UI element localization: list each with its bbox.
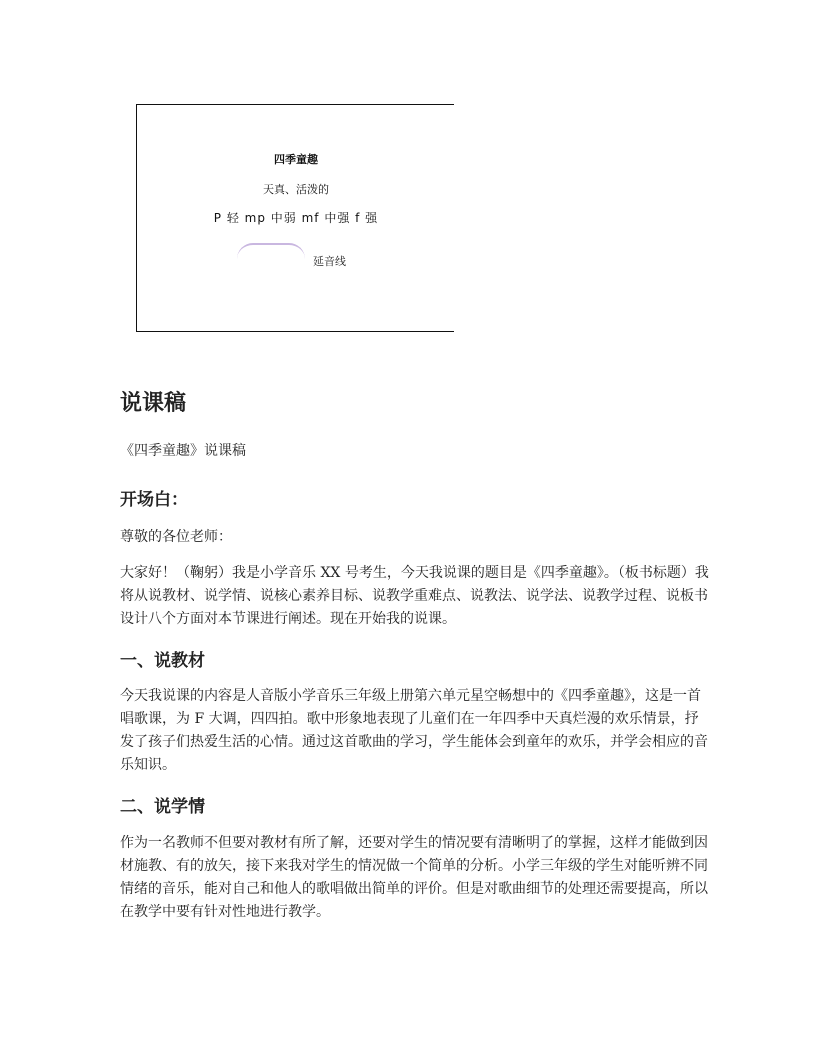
- opening-paragraph: 大家好！（鞠躬）我是小学音乐 XX 号考生，今天我说课的题目是《四季童趣》。（板书标题）我将从说教材、说学情、说核心素养目标、说教学重难点、说教法、说学法、说教学过程、说板书设计八个方面对本节课进行阐述。现在开始我的说课。: [120, 565, 709, 627]
- document-subtitle: 《四季童趣》说课稿: [120, 443, 246, 459]
- section1-heading: 一、说教材: [120, 651, 205, 671]
- document-title: 说课稿: [120, 391, 187, 416]
- board-tie-label: 延音线: [313, 255, 346, 268]
- opening-heading: 开场白：: [120, 490, 188, 510]
- blackboard-design: [136, 104, 454, 332]
- section1-paragraph: 今天我说课的内容是人音版小学音乐三年级上册第六单元星空畅想中的《四季童趣》，这是一首唱歌课，为 F 大调，四四拍。歌中形象地表现了儿童们在一年四季中天真烂漫的欢乐情景，抒发了孩子们热爱生活的心情。通过这首歌曲的学习，学生能体会到童年的欢乐，并学会相应的音乐知识。: [120, 688, 708, 773]
- board-title: 四季童趣: [274, 153, 318, 166]
- tie-arc-icon: [237, 243, 305, 259]
- section2-heading: 二、说学情: [120, 797, 205, 817]
- section2-paragraph: 作为一名教师不但要对教材有所了解，还要对学生的情况要有清晰明了的掌握，这样才能做到因材施教、有的放矢，接下来我对学生的情况做一个简单的分析。小学三年级的学生对能听辨不同情绪的音乐，能对自己和他人的歌唱做出简单的评价。但是对歌曲细节的处理还需要提高，所以在教学中要有针对性地进行教学。: [120, 835, 708, 920]
- greeting: 尊敬的各位老师：: [120, 529, 232, 545]
- board-mood: 天真、活泼的: [263, 183, 329, 196]
- board-dynamics: P 轻 mp 中弱 mf 中强 f 强: [213, 211, 379, 225]
